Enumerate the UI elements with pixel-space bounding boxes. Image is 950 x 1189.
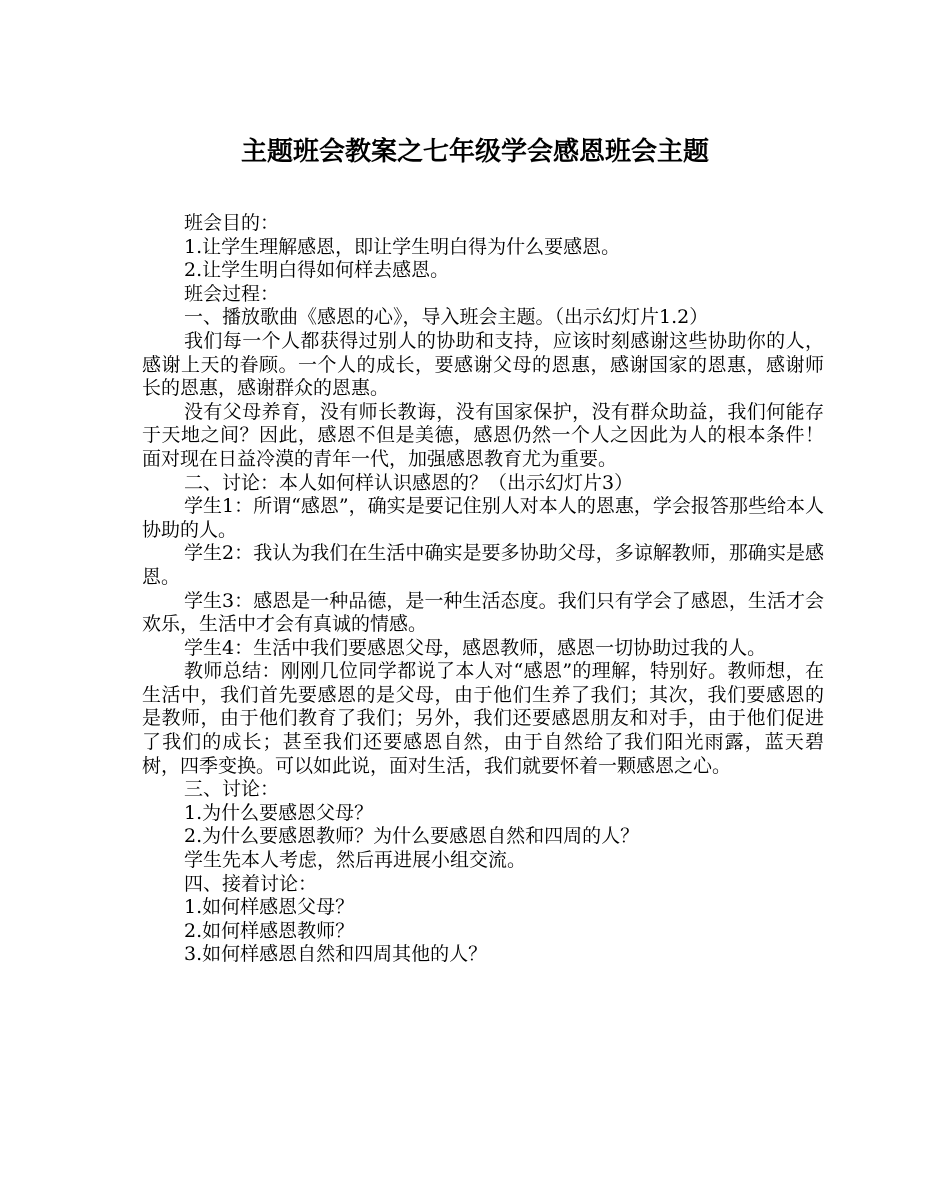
paragraph-student-1: 学生1：所谓“感恩”，确实是要记住别人对本人的恩惠，学会报答那些给本人协助的人。: [142, 495, 824, 541]
paragraph-section-4: 四、接着讨论：: [184, 872, 318, 895]
paragraph-teacher-summary: 教师总结：刚刚几位同学都说了本人对“感恩”的理解，特别好。教师想，在生活中，我们首先要感恩的是父母，由于他们生养了我们；其次，我们要感恩的是教师，由于他们教育了我们；另外，我们还要感恩朋友和对手，由于他们促进了我们的成长；甚至我们还要感恩自然，由于自然给了我们阳光雨露，蓝天碧树，四季变换。可以如此说，面对生活，我们就要怀着一颗感恩之心。: [142, 660, 824, 777]
paragraph-student-3: 学生3：感恩是一种品德，是一种生活态度。我们只有学会了感恩，生活才会欢乐，生活中才会有真诚的情感。: [142, 589, 824, 636]
paragraph-body-2: 没有父母养育，没有师长教诲，没有国家保护，没有群众助益，我们何能存于天地之间？因此，感恩不但是美德，感恩仍然一个人之因此为人的根本条件！面对现在日益冷漠的青年一代，加强感恩教育尤为重要。: [142, 400, 824, 470]
paragraph-process-heading: 班会过程：: [184, 282, 280, 305]
paragraph-section-1: 一、播放歌曲《感恩的心》，导入班会主题。（出示幻灯片1.2）: [184, 306, 709, 329]
document-title: 主题班会教案之七年级学会感恩班会主题: [240, 137, 709, 167]
paragraph-group-discussion: 学生先本人考虑，然后再进展小组交流。: [184, 849, 527, 872]
paragraph-question-1: 1.为什么要感恩父母？: [184, 801, 374, 824]
paragraph-discussion-2: 2.如何样感恩教师？: [184, 919, 355, 942]
paragraph-purpose-heading: 班会目的：: [184, 212, 280, 234]
paragraph-discussion-1: 1.如何样感恩父母？: [184, 896, 355, 919]
paragraph-section-3: 三、讨论：: [184, 778, 280, 801]
paragraph-purpose-1: 1.让学生理解感恩，即让学生明白得为什么要感恩。: [184, 235, 621, 258]
paragraph-student-2: 学生2：我认为我们在生活中确实是要多协助父母，多谅解教师，那确实是感恩。: [142, 542, 824, 588]
paragraph-purpose-2: 2.让学生明白得如何样去感恩。: [184, 259, 450, 282]
paragraph-discussion-3: 3.如何样感恩自然和四周其他的人？: [184, 943, 488, 966]
paragraph-body-1: 我们每一个人都获得过别人的协助和支持，应该时刻感谢这些协助你的人，感谢上天的眷顾。一个人的成长，要感谢父母的恩惠，感谢国家的恩惠，感谢师长的恩惠，感谢群众的恩惠。: [142, 329, 824, 400]
paragraph-student-4: 学生4：生活中我们要感恩父母，感恩教师，感恩一切协助过我的人。: [184, 636, 767, 659]
paragraph-question-2: 2.为什么要感恩教师？为什么要感恩自然和四周的人？: [184, 825, 640, 848]
document-body: [142, 212, 824, 967]
paragraph-section-2: 二、讨论：本人如何样认识感恩的？（出示幻灯片3）: [184, 471, 634, 494]
